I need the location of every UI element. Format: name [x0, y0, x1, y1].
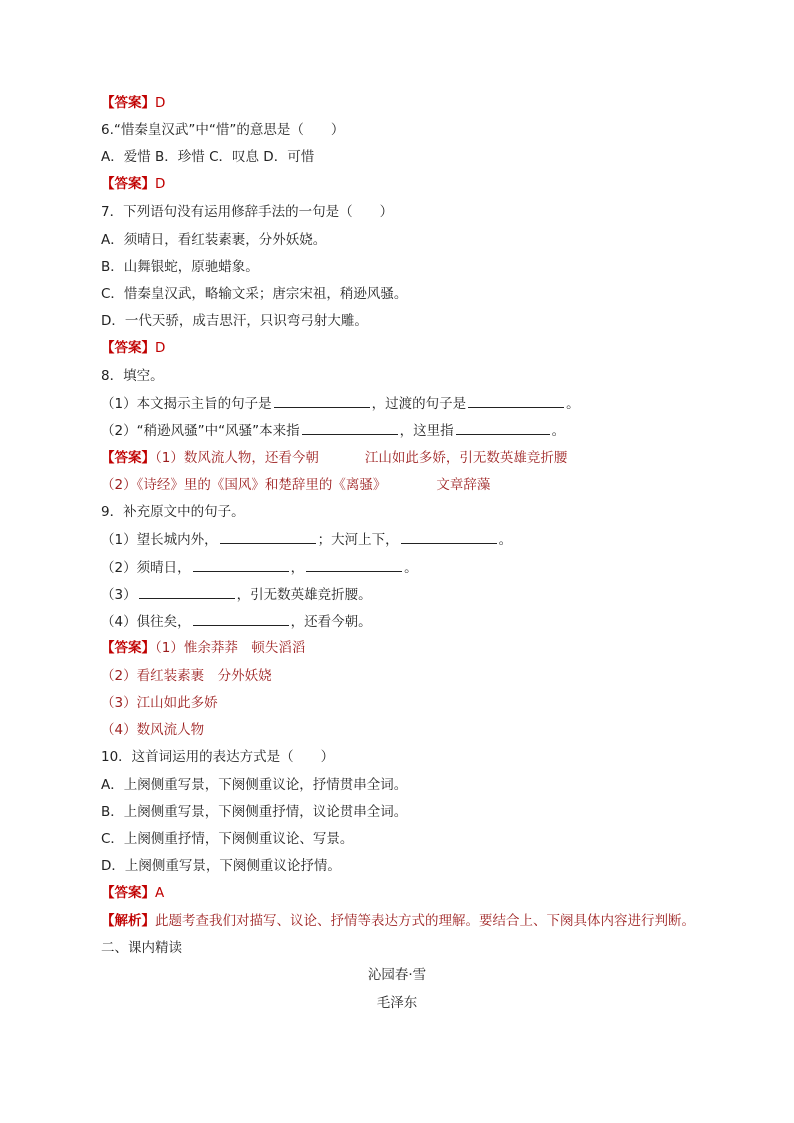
- answer-9-line-1: [101, 638, 754, 658]
- answer-blank: [306, 557, 402, 572]
- text-segment: （4）俱往矣，: [101, 614, 191, 630]
- question-10-option-c: C．上阕侧重抒情，下阕侧重议论、写景。: [101, 831, 354, 847]
- answer-text: 文章辞藻: [436, 477, 491, 493]
- question-6-options: A．爱惜 B．珍惜 C．叹息 D．可惜: [101, 149, 315, 165]
- answer-label: 【答案】: [101, 340, 155, 356]
- text-segment: ；大河上下，: [317, 532, 399, 548]
- text-segment: （2）“稍逊风骚”中“风骚”本来指: [101, 423, 300, 439]
- answer-label: 【答案】: [101, 640, 155, 656]
- answer-9-line-3: （3）江山如此多娇: [101, 695, 218, 711]
- answer-blank: [193, 611, 289, 626]
- question-8: 8．填空。: [101, 368, 164, 384]
- question-10-option-d: D．上阕侧重写景，下阕侧重议论抒情。: [101, 858, 341, 874]
- question-7-option-d: D．一代天骄，成吉思汗，只识弯弓射大雕。: [101, 313, 368, 329]
- answer-value: D: [155, 95, 166, 111]
- text-segment: （3）: [101, 587, 137, 603]
- answer-label: 【答案】: [101, 95, 155, 111]
- question-9-part-1: [101, 529, 754, 550]
- answer-value: A: [155, 885, 165, 901]
- question-10-option-b: B．上阕侧重写景，下阕侧重抒情，议论贯串全词。: [101, 804, 408, 820]
- question-7-option-b: B．山舞银蛇，原驰蜡象。: [101, 259, 259, 275]
- answer-label: 【答案】: [101, 176, 155, 192]
- answer-blank: [302, 420, 398, 435]
- answer-value: D: [155, 340, 166, 356]
- answer-blank: [193, 557, 289, 572]
- text-segment: 。: [498, 532, 513, 548]
- text-segment: 。: [404, 560, 418, 576]
- text-segment: ，还看今朝。: [290, 614, 372, 630]
- answer-blank: [468, 393, 564, 408]
- text-segment: ，引无数英雄竞折腰。: [236, 587, 372, 603]
- question-9-part-3: [101, 584, 754, 605]
- answer-label: 【答案】: [101, 450, 155, 466]
- answer-text: （2）《诗经》里的《国风》和楚辞里的《离骚》: [101, 477, 387, 493]
- text-segment: ，: [290, 560, 305, 576]
- answer-10: [101, 883, 754, 903]
- question-10: 10．这首词运用的表达方式是（ ）: [101, 749, 335, 765]
- answer-text: 江山如此多娇，引无数英雄竞折腰: [364, 450, 568, 466]
- explanation-label: 【解析】: [101, 913, 155, 929]
- text-segment: ，过渡的句子是: [371, 396, 467, 412]
- question-8-part-1: [101, 393, 754, 414]
- answer-blank: [401, 529, 497, 544]
- answer-blank: [274, 393, 370, 408]
- text-segment: ，这里指: [399, 423, 454, 439]
- answer-9-line-4: （4）数风流人物: [101, 722, 205, 738]
- answer-label: 【答案】: [101, 885, 155, 901]
- explanation-10: [101, 911, 754, 931]
- answer-8-line-1: [101, 448, 754, 468]
- question-7-option-a: A．须晴日，看红装素裹，分外妖娆。: [101, 232, 327, 248]
- answer-9-line-2: （2）看红装素裹 分外妖娆: [101, 668, 272, 684]
- text-segment: （1）望长城内外，: [101, 532, 218, 548]
- question-9: 9．补充原文中的句子。: [101, 504, 245, 520]
- explanation-text: 此题考查我们对描写、议论、抒情等表达方式的理解。要结合上、下阕具体内容进行判断。: [155, 913, 695, 929]
- text-segment: 。: [551, 423, 566, 439]
- answer-text: （1）惟余莽莽 顿失滔滔: [155, 640, 306, 656]
- answer-6: [101, 174, 754, 194]
- section-heading: 二、课内精读: [101, 940, 182, 956]
- question-9-part-4: [101, 611, 754, 632]
- poem-title: 沁园春·雪: [367, 967, 427, 983]
- question-10-option-a: A．上阕侧重写景，下阕侧重议论，抒情贯串全词。: [101, 777, 408, 793]
- poem-author: 毛泽东: [376, 995, 418, 1011]
- question-8-part-2: [101, 420, 754, 441]
- question-9-part-2: [101, 557, 754, 578]
- text-segment: （2）须晴日，: [101, 560, 191, 576]
- question-7-option-c: C．惜秦皇汉武，略输文采；唐宗宋祖，稍逊风骚。: [101, 286, 408, 302]
- question-7: 7．下列语句没有运用修辞手法的一句是（ ）: [101, 204, 394, 220]
- text-segment: 。: [566, 396, 580, 412]
- answer-blank: [456, 420, 550, 435]
- question-6: 6.“惜秦皇汉武”中“惜”的意思是（ ）: [101, 122, 345, 138]
- answer-value: D: [155, 176, 166, 192]
- answer-text: （1）数风流人物，还看今朝: [155, 450, 319, 466]
- answer-5: [101, 93, 754, 113]
- answer-8-line-2: [101, 475, 754, 495]
- text-segment: （1）本文揭示主旨的句子是: [101, 396, 272, 412]
- answer-blank: [220, 529, 316, 544]
- answer-blank: [139, 584, 235, 599]
- answer-7: [101, 338, 754, 358]
